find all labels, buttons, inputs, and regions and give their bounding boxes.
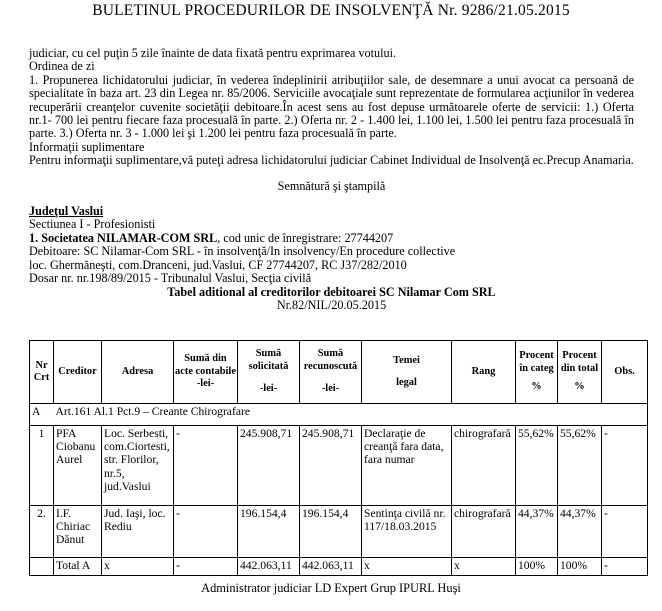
creditors-table (29, 340, 648, 576)
cell-rang: chirografară (452, 426, 516, 506)
address-line: loc. Ghermăneşti, com.Dranceni, jud.Vaslui, CF 27744207, RC J37/282/2010 (29, 257, 407, 272)
table-number: Nr.82/NIL/20.05.2015 (276, 297, 387, 312)
cell-acte: - (174, 426, 238, 506)
cell-adresa: x (102, 558, 174, 576)
cell-solicitata: 442.063,11 (238, 558, 300, 576)
cell-adresa: Jud. Iaşi, loc. Rediu (102, 506, 174, 558)
footer-administrator: Administrator judiciar LD Expert Grup IPURL Huşi (201, 581, 461, 595)
cell-procent-categ: 44,37% (516, 506, 558, 558)
cell-creditor: PFA Ciobanu Aurel (54, 426, 102, 506)
cell-obs: - (602, 506, 648, 558)
table-header-row (30, 341, 648, 404)
section-row (30, 404, 648, 426)
cell-solicitata: 196.154,4 (238, 506, 300, 558)
cell-creditor: I.F. Chiriac Dănut (54, 506, 102, 558)
col-creditor: Creditor (54, 341, 102, 404)
cell-procent-total: 55,62% (558, 426, 602, 506)
county-heading: Judeţul Vaslui (29, 204, 104, 219)
table-row (30, 426, 648, 506)
cell-procent-total: 100% (558, 558, 602, 576)
col-suma-recunoscuta: Sumă recunoscută -lei- (300, 341, 362, 404)
table-row (30, 506, 648, 558)
cell-recunoscuta: 196.154,4 (300, 506, 362, 558)
cell-nr: 2. (30, 506, 54, 558)
cell-temei: Declaraţie de creanţă fara data, fara numar (362, 426, 452, 506)
section-heading: Sectiunea I - Profesionisti (29, 217, 156, 232)
cell-procent-categ: 100% (516, 558, 558, 576)
cell-adresa: Loc. Serbesti, com.Ciortesti, str. Florilor, nr.5, jud.Vaslui (102, 426, 174, 506)
cell-temei: Sentinţa civilă nr.117/18.03.2015 (362, 506, 452, 558)
agenda-title: Ordinea de zi (29, 59, 95, 74)
cell-obs: - (602, 426, 648, 506)
cell-acte: - (174, 558, 238, 576)
col-suma-solicitata: Sumă solicitată -lei- (238, 341, 300, 404)
section-letter: A (30, 404, 54, 426)
cell-recunoscuta: 442.063,11 (300, 558, 362, 576)
intro-line: judiciar, cu cel puţin 5 zile înainte de data fixată pentru exprimarea votului. (29, 46, 397, 60)
cell-nr (30, 558, 54, 576)
col-rang: Rang (452, 341, 516, 404)
cell-nr: 1 (30, 426, 54, 506)
agenda-item: 1. Propunerea lichidatorului judiciar, în vederea îndeplinirii atribuţiilor sale, de desemnare a unui avocat ca persoană de specialitate în baza art. 23 din Legea nr. 85/2006. Serviciile avocaţiale sunt reprezentate de formularea acţiunilor în vederea recuperării creanţelor cuvenite societăţii debitoare.În acest sens au fost depuse următoarele oferte de servicii: 1.) Oferta nr.1- 700 lei pentru fiecare faza procesuală în parte. 2.) Oferta nr. 2 - 1.400 lei, 1.100 lei, 1.500 lei pentru faza procesuală în parte. 3.) Oferta nr. 3 - 1.000 lei şi 1.200 lei pentru faza procesuală în parte. (29, 72, 634, 141)
company-cui: , cod unic de înregistrare: 27744207 (217, 230, 394, 245)
info-text: Pentru informaţii suplimentare,vă puteţi adresa lichidatorului judiciar Cabinet Individual de Insolvenţă ec.Precup Anamaria. (29, 153, 634, 168)
col-adresa: Adresa (102, 341, 174, 404)
col-procent-categ: Procent în categ % (516, 341, 558, 404)
cell-procent-categ: 55,62% (516, 426, 558, 506)
debtor-line: Debitoare: SC Nilamar-Com SRL - în insolvenţă/In insolvency/En procedure collective (29, 244, 456, 259)
total-label: Total A (54, 558, 102, 576)
company-line (29, 232, 634, 245)
cell-solicitata: 245.908,71 (238, 426, 300, 506)
cell-recunoscuta: 245.908,71 (300, 426, 362, 506)
cell-procent-total: 44,37% (558, 506, 602, 558)
col-temei: Temei legal (362, 341, 452, 404)
cell-rang: x (452, 558, 516, 576)
company-name: 1. Societatea NILAMAR-COM SRL (29, 230, 218, 245)
signature-line: Semnătură şi ştampilă (277, 178, 386, 193)
cell-acte: - (174, 506, 238, 558)
cell-temei: x (362, 558, 452, 576)
bulletin-header: BULETINUL PROCEDURILOR DE INSOLVENŢĂ Nr. 9286/21.05.2015 (92, 2, 570, 19)
document-body (29, 47, 634, 312)
col-procent-total: Procent din total % (558, 341, 602, 404)
col-obs: Obs. (602, 341, 648, 404)
total-row (30, 558, 648, 576)
col-suma-acte: Sumă din acte contabile -lei- (174, 341, 238, 404)
table-title: Tabel aditional al creditorilor debitoarei SC Nilamar Com SRL (167, 284, 496, 299)
cell-rang: chirografară (452, 506, 516, 558)
file-line: Dosar nr. nr.198/89/2015 - Tribunalul Vaslui, Secţia civilă (29, 271, 312, 286)
info-title: Informaţii suplimentare (29, 139, 145, 154)
col-nr: Nr Crt (30, 341, 54, 404)
section-label: Art.161 Al.1 Pct.9 – Creante Chirografare (54, 404, 648, 426)
cell-obs: - (602, 558, 648, 576)
